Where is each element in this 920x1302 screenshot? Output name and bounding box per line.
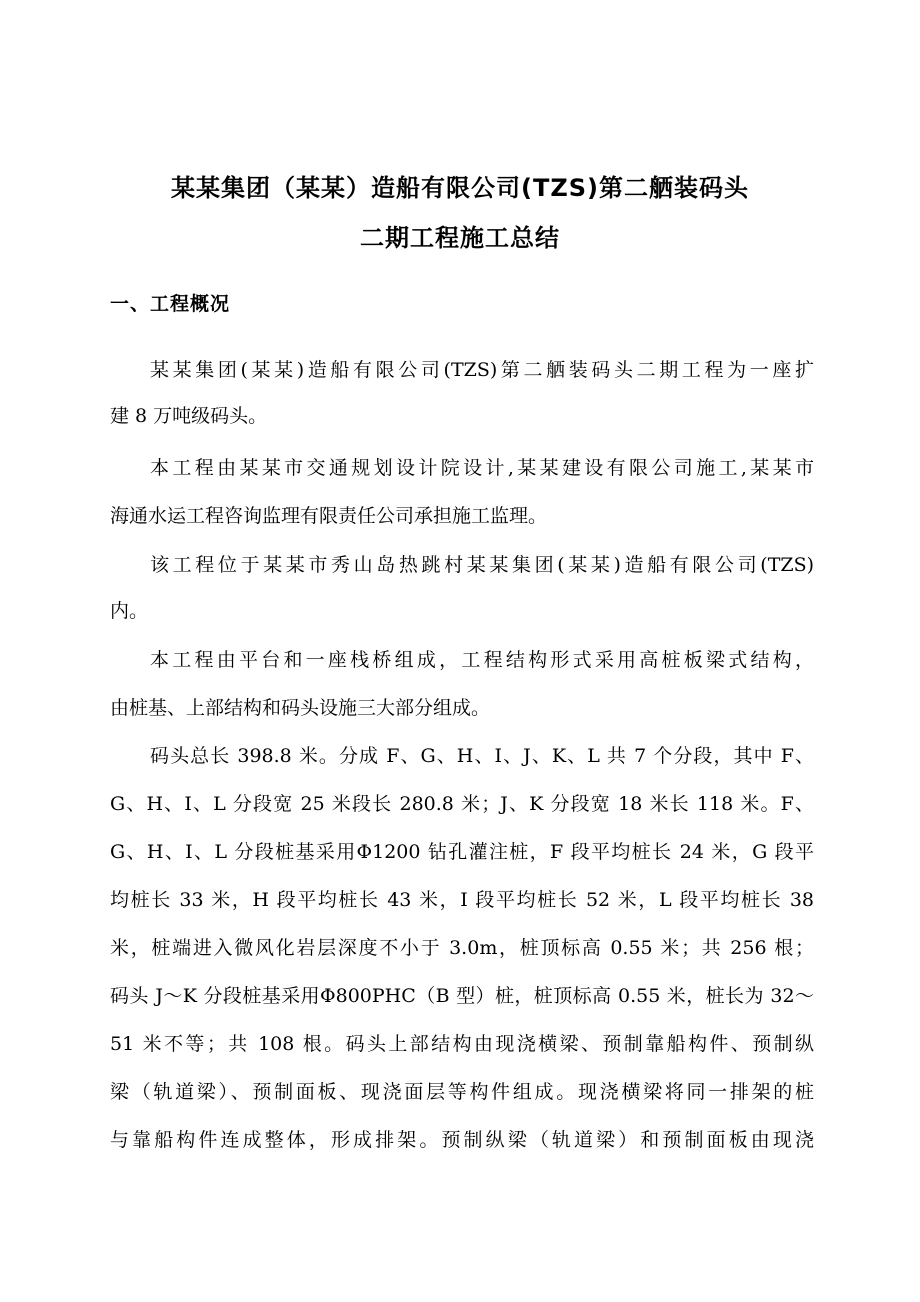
- body-line: 梁（轨道梁）、预制面板、现浇面层等构件组成。现浇横梁将同一排架的桩: [110, 1081, 814, 1103]
- section-heading: 一、工程概况: [110, 293, 231, 315]
- document-title-line-1: 某某集团（某某）造船有限公司(TZS)第二舾装码头: [171, 174, 749, 202]
- body-line: 码头 J～K 分段桩基采用Φ800PHC（B 型）桩，桩顶标高 0.55 米，桩长为 32～: [110, 985, 814, 1007]
- document-title-line-2: 二期工程施工总结: [360, 224, 560, 252]
- body-line: 本工程由某某市交通规划设计院设计,某某建设有限公司施工,某某市: [150, 457, 814, 479]
- body-line: 码头总长 398.8 米。分成 F、G、H、I、J、K、L 共 7 个分段，其中 F、: [150, 745, 814, 767]
- body-line: 本工程由平台和一座栈桥组成，工程结构形式采用高桩板梁式结构，: [150, 649, 814, 671]
- body-line: G、H、I、L 分段宽 25 米段长 280.8 米；J、K 分段宽 18 米长 118 米。F、: [110, 793, 814, 815]
- body-line: 建 8 万吨级码头。: [110, 405, 268, 427]
- body-line: 海通水运工程咨询监理有限责任公司承担施工监理。: [110, 505, 548, 527]
- body-line: 某某集团(某某)造船有限公司(TZS)第二舾装码头二期工程为一座扩: [150, 359, 814, 381]
- body-line: G、H、I、L 分段桩基采用Φ1200 钻孔灌注桩，F 段平均桩长 24 米，G 段平: [110, 841, 814, 863]
- body-line: 该工程位于某某市秀山岛热跳村某某集团(某某)造船有限公司(TZS): [150, 554, 814, 576]
- body-line: 米，桩端进入微风化岩层深度不小于 3.0m，桩顶标高 0.55 米；共 256 根；: [110, 937, 814, 959]
- body-line: 均桩长 33 米，H 段平均桩长 43 米，I 段平均桩长 52 米，L 段平均桩长 38: [110, 889, 814, 911]
- body-line: 由桩基、上部结构和码头设施三大部分组成。: [110, 697, 491, 719]
- body-line: 内。: [110, 600, 149, 622]
- body-line: 与靠船构件连成整体，形成排架。预制纵梁（轨道梁）和预制面板由现浇: [110, 1129, 814, 1151]
- body-line: 51 米不等；共 108 根。码头上部结构由现浇横梁、预制靠船构件、预制纵: [110, 1033, 814, 1055]
